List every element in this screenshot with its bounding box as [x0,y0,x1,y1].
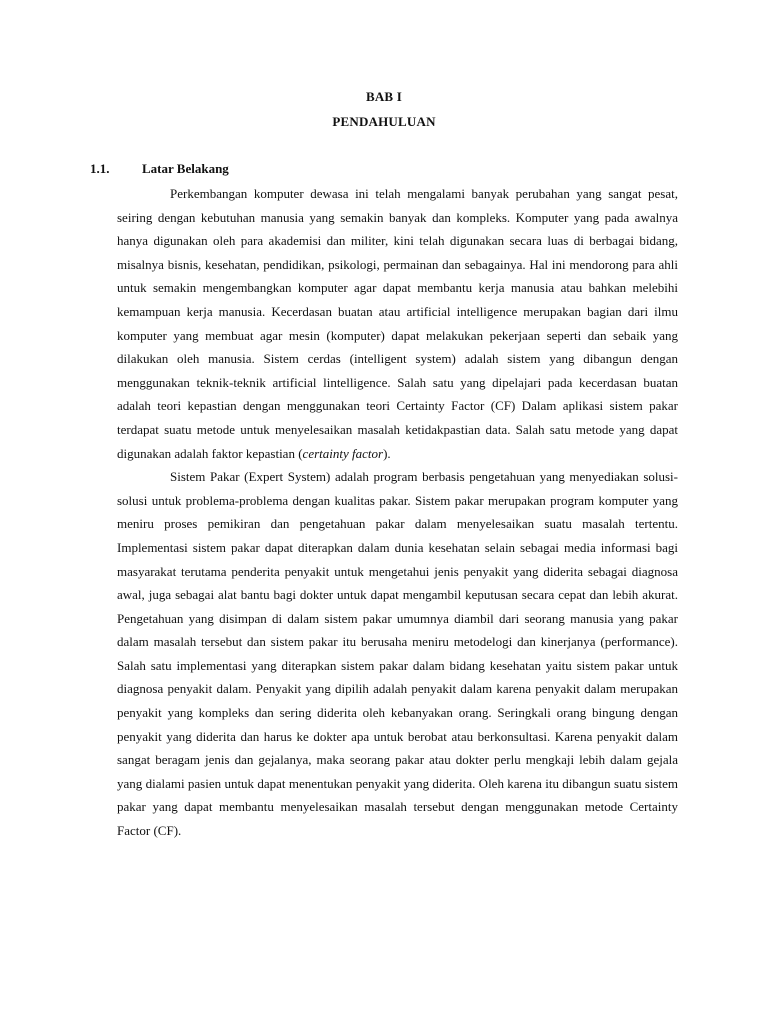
body-text [117,182,678,843]
section-title: Latar Belakang [142,161,229,176]
section-number: 1.1. [90,161,110,176]
paragraph-1-text: Perkembangan komputer dewasa ini telah mengalami banyak perubahan yang sangat pesat, seiring dengan kebutuhan manusia yang semakin banyak dan kompleks. Komputer yang pada awalnya hanya digunakan oleh para akademisi dan militer, kini telah digunakan secara luas di berbagai bidang, misalnya bisnis, kesehatan, pendidikan, psikologi, permainan dan sebagainya. Hal ini mendorong para ahli untuk semakin mengembangkan komputer agar dapat membantu kerja manusia atau bahkan melebihi kemampuan kerja manusia. Kecerdasan buatan atau artificial intelligence merupakan bagian dari ilmu komputer yang membuat agar mesin (komputer) dapat melakukan pekerjaan seperti dan sebaik yang dilakukan oleh manusia. Sistem cerdas (intelligent system) adalah sistem yang dibangun dengan menggunakan teknik-teknik artificial lintelligence. Salah satu yang dipelajari pada kecerdasan buatan adalah teori kepastian dengan menggunakan teori Certainty Factor (CF) Dalam aplikasi sistem pakar terdapat suatu metode untuk menyelesaikan masalah ketidakpastian data. Salah satu metode yang dapat digunakan adalah faktor kepastian ( [117,186,678,461]
paragraph-1-end: ). [383,445,391,461]
chapter-number: BAB I [365,89,403,104]
chapter-title: PENDAHULUAN [332,114,436,129]
section-heading [90,161,229,177]
paragraph-2: Sistem Pakar (Expert System) adalah program berbasis pengetahuan yang menyediakan solusi-solusi untuk problema-problema dengan kualitas pakar. Sistem pakar merupakan program komputer yang meniru proses pemikiran dan pengetahuan pakar dalam menyelesaikan suatu masalah tertentu. Implementasi sistem pakar dapat diterapkan dalam dunia kesehatan selain sebagai media informasi bagi masyarakat terutama penderita penyakit untuk mengetahui jenis penyakit yang diderita sebagai diagnosa awal, juga sebagai alat bantu bagi dokter untuk dapat mengambil keputusan secara cepat dan lebih akurat. Pengetahuan yang disimpan di dalam sistem pakar umumnya diambil dari seorang manusia yang pakar dalam masalah tersebut dan sistem pakar itu berusaha meniru metodelogi dan kinerjanya (performance). Salah satu implementasi yang diterapkan sistem pakar dalam bidang kesehatan yaitu sistem pakar untuk diagnosa penyakit dalam. Penyakit yang dipilih adalah penyakit dalam karena penyakit dalam merupakan penyakit yang kompleks dan sering diderita oleh kebanyakan orang. Seringkali orang bingung dengan penyakit yang diderita dan harus ke dokter apa untuk berobat atau berkonsultasi. Karena penyakit dalam sangat beragam jenis dan gejalanya, maka seorang pakar atau dokter perlu mengkaji lebih dalam gejala yang dialami pasien untuk dapat menentukan penyakit yang diderita. Oleh karena itu dibangun suatu sistem pakar yang dapat membantu menyelesaikan masalah tersebut dengan menggunakan metode Certainty Factor (CF). [117,469,678,839]
paragraph-1-italic-term: certainty factor [302,445,384,461]
paragraph-1 [117,182,678,465]
